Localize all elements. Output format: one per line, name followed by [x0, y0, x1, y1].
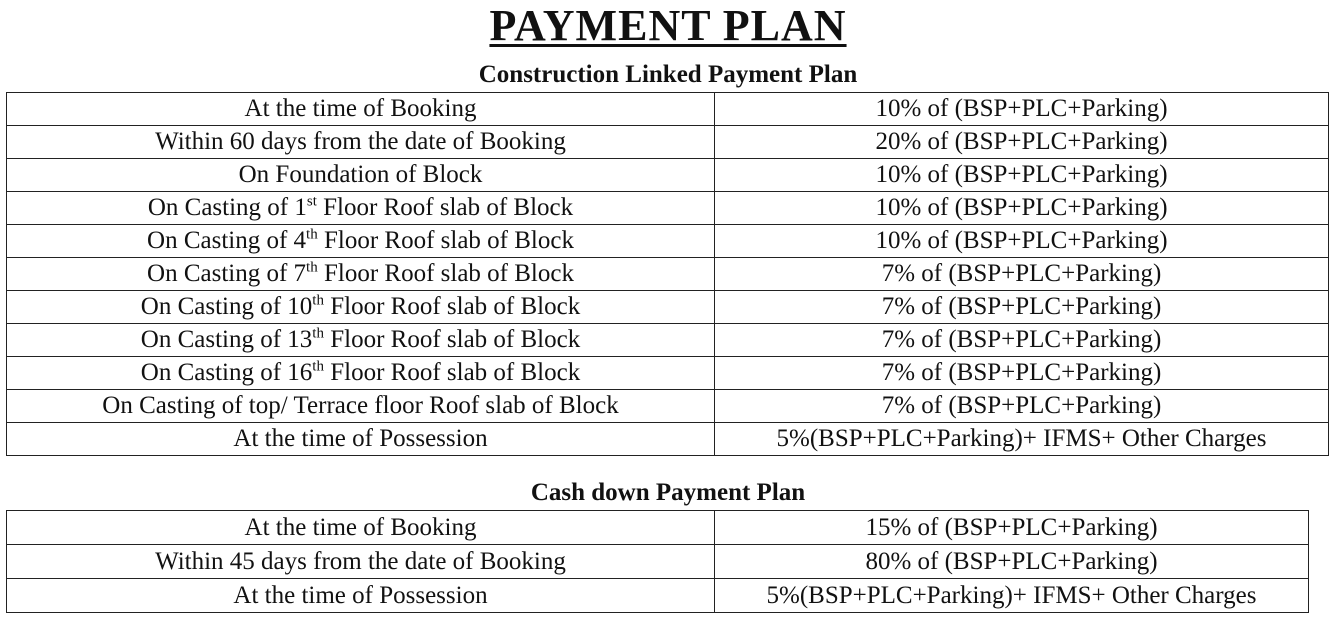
page-title-text: PAYMENT PLAN — [489, 1, 847, 50]
stage-text: On Casting of 13 — [140, 326, 313, 353]
stage-text: Floor Roof slab of Block — [317, 260, 574, 287]
stage-cell: On Casting of top/ Terrace floor Roof slab of Block — [7, 390, 715, 423]
stage-cell — [7, 291, 715, 324]
stage-text: On Casting of 7 — [147, 260, 307, 287]
payment-cell: 5%(BSP+PLC+Parking)+ IFMS+ Other Charges — [715, 423, 1329, 456]
stage-text: On Casting of 1 — [147, 194, 307, 221]
payment-cell: 7% of (BSP+PLC+Parking) — [715, 258, 1329, 291]
payment-cell: 7% of (BSP+PLC+Parking) — [715, 324, 1329, 357]
table-row — [7, 390, 1329, 423]
stage-cell — [7, 192, 715, 225]
table-row — [7, 126, 1329, 159]
table-row — [7, 159, 1329, 192]
page-title — [0, 0, 1336, 52]
payment-cell: 15% of (BSP+PLC+Parking) — [715, 511, 1309, 545]
payment-cell: 20% of (BSP+PLC+Parking) — [715, 126, 1329, 159]
ordinal-suffix: st — [306, 193, 317, 210]
stage-cell: At the time of Booking — [7, 511, 715, 545]
table-row — [7, 357, 1329, 390]
stage-cell — [7, 225, 715, 258]
construction-plan-table — [6, 92, 1329, 456]
stage-text: Floor Roof slab of Block — [323, 293, 581, 320]
stage-text: Floor Roof slab of Block — [316, 194, 574, 221]
ordinal-suffix: th — [312, 292, 324, 309]
table-row — [7, 225, 1329, 258]
table-row — [7, 324, 1329, 357]
table-row — [7, 192, 1329, 225]
stage-cell: At the time of Booking — [7, 93, 715, 126]
table-row — [7, 93, 1329, 126]
stage-cell: At the time of Possession — [7, 579, 715, 613]
ordinal-suffix: th — [306, 226, 318, 243]
stage-text: Floor Roof slab of Block — [317, 227, 574, 254]
stage-text: On Casting of 10 — [140, 293, 313, 320]
stage-text: Floor Roof slab of Block — [323, 326, 581, 353]
table-row — [7, 291, 1329, 324]
stage-cell — [7, 324, 715, 357]
table-row — [7, 579, 1309, 613]
table-row — [7, 511, 1309, 545]
table-row — [7, 423, 1329, 456]
payment-cell: 80% of (BSP+PLC+Parking) — [715, 545, 1309, 579]
ordinal-suffix: th — [312, 325, 324, 342]
ordinal-suffix: th — [306, 259, 318, 276]
payment-cell: 7% of (BSP+PLC+Parking) — [715, 357, 1329, 390]
payment-cell: 5%(BSP+PLC+Parking)+ IFMS+ Other Charges — [715, 579, 1309, 613]
table-row — [7, 258, 1329, 291]
payment-cell: 10% of (BSP+PLC+Parking) — [715, 225, 1329, 258]
construction-plan-title: Construction Linked Payment Plan — [478, 61, 858, 88]
ordinal-suffix: th — [312, 358, 324, 375]
stage-text: Floor Roof slab of Block — [323, 359, 581, 386]
stage-text: On Casting of 16 — [140, 359, 313, 386]
table-row — [7, 545, 1309, 579]
stage-cell: On Foundation of Block — [7, 159, 715, 192]
payment-cell: 10% of (BSP+PLC+Parking) — [715, 192, 1329, 225]
stage-cell: At the time of Possession — [7, 423, 715, 456]
stage-cell: Within 60 days from the date of Booking — [7, 126, 715, 159]
cash-down-plan-title: Cash down Payment Plan — [530, 479, 806, 506]
cash-down-plan-table — [6, 510, 1309, 613]
stage-text: On Casting of 4 — [147, 227, 307, 254]
payment-cell: 7% of (BSP+PLC+Parking) — [715, 390, 1329, 423]
payment-cell: 10% of (BSP+PLC+Parking) — [715, 93, 1329, 126]
stage-cell — [7, 258, 715, 291]
payment-cell: 7% of (BSP+PLC+Parking) — [715, 291, 1329, 324]
stage-cell: Within 45 days from the date of Booking — [7, 545, 715, 579]
stage-cell — [7, 357, 715, 390]
payment-cell: 10% of (BSP+PLC+Parking) — [715, 159, 1329, 192]
